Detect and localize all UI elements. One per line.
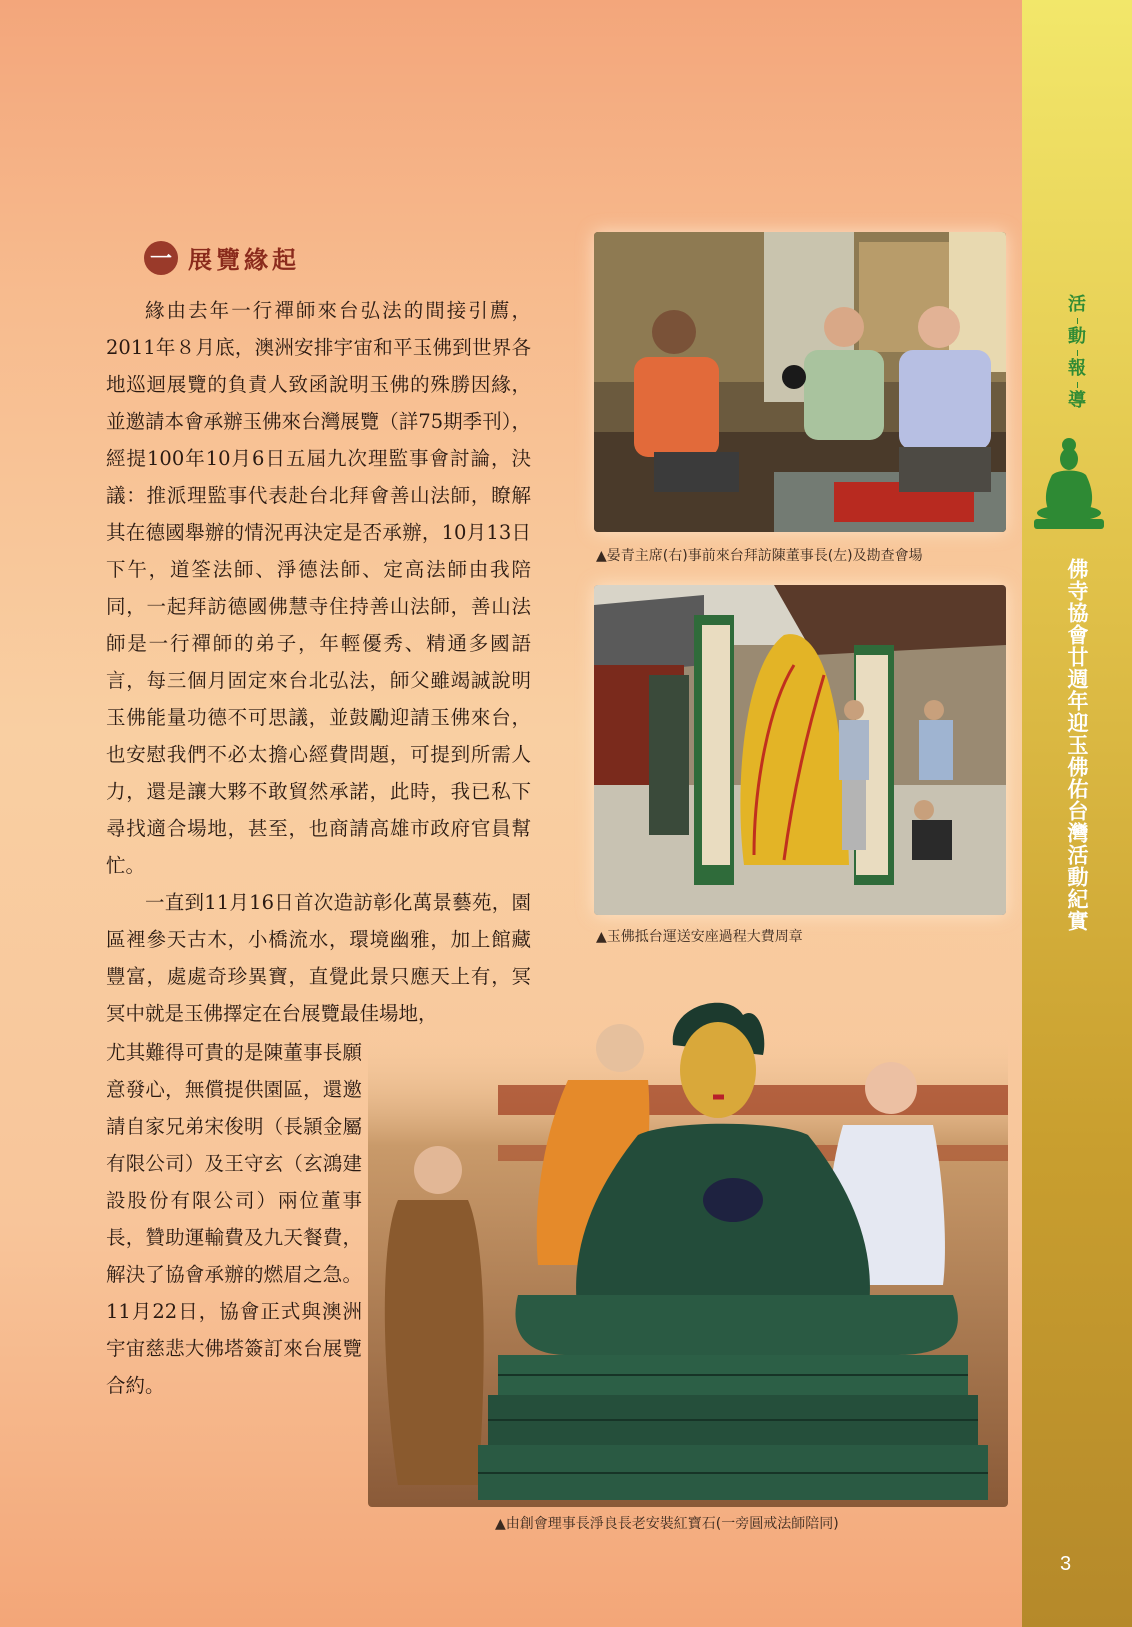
sidebar-category-char-2: 動 bbox=[1068, 326, 1086, 347]
buddha-icon bbox=[1030, 435, 1108, 535]
paragraph-2: 一直到11月16日首次造訪彰化萬景藝苑，園區裡參天古木，小橋流水，環境幽雅，加上館藏豐富，處處奇珍異寶，直覺此景只應天上有，冥冥中就是玉佛擇定在台展覽最佳場地， bbox=[106, 891, 531, 1025]
caption-photo-jade-buddha: ▲由創會理事長淨良長老安裝紅寶石(一旁圓戒法師陪同) bbox=[495, 1516, 839, 1532]
photo-transport-image bbox=[594, 585, 1006, 915]
section-title: 展覽緣起 bbox=[188, 245, 300, 274]
photo-jade-buddha bbox=[368, 985, 1008, 1507]
article-body-bottom bbox=[106, 1034, 362, 1404]
section-number-badge: 一 bbox=[144, 241, 178, 275]
article-body-top bbox=[106, 292, 531, 1032]
sidebar-title: 佛寺協會廿週年迎玉佛佑台灣活動紀實 bbox=[1065, 558, 1089, 932]
caption-photo-meeting: ▲晏青主席(右)事前來台拜訪陳董事長(左)及勘查會場 bbox=[596, 548, 923, 564]
sidebar-category-char-3: 報 bbox=[1068, 358, 1086, 379]
sidebar-category-char-4: 導 bbox=[1068, 390, 1086, 411]
page-number: 3 bbox=[1060, 1553, 1072, 1575]
caption-photo-transport: ▲玉佛抵台運送安座過程大費周章 bbox=[596, 929, 803, 945]
photo-meeting-image bbox=[594, 232, 1006, 532]
photo-jade-buddha-image bbox=[368, 985, 1008, 1507]
photo-transport bbox=[594, 585, 1006, 915]
paragraph-3: 尤其難得可貴的是陳董事長願意發心，無償提供園區，還邀請自家兄弟宋俊明（長頴金屬有限公司）及王守玄（玄鴻建設股份有限公司）兩位董事長，贊助運輸費及九天餐費，解決了協會承辦的燃眉之急。11月22日，協會正式與澳洲宇宙慈悲大佛塔簽訂來台展覽合約。 bbox=[106, 1041, 362, 1397]
paragraph-1: 緣由去年一行禪師來台弘法的間接引薦，2011年８月底，澳洲安排宇宙和平玉佛到世界各地巡迴展覽的負責人致函說明玉佛的殊勝因緣，並邀請本會承辦玉佛來台灣展覽（詳75期季刊），經提100年10月6日五屆九次理監事會討論，決議：推派理監事代表赴台北拜會善山法師，瞭解其在德國舉辦的情況再決定是否承辦，10月13日下午，道筌法師、淨德法師、定高法師由我陪同，一起拜訪德國佛慧寺住持善山法師，善山法師是一行禪師的弟子，年輕優秀、精通多國語言，每三個月固定來台北弘法，師父雖竭誠說明玉佛能量功德不可思議，並鼓勵迎請玉佛來台，也安慰我們不必太擔心經費問題，可提到所需人力，還是讓大夥不敢貿然承諾，此時，我已私下尋找適合場地，甚至，也商請高雄市政府官員幫忙。 bbox=[106, 299, 531, 877]
sidebar-category bbox=[1022, 292, 1132, 414]
section-heading bbox=[144, 240, 300, 275]
sidebar-category-char-1: 活 bbox=[1068, 294, 1086, 315]
photo-meeting bbox=[594, 232, 1006, 532]
